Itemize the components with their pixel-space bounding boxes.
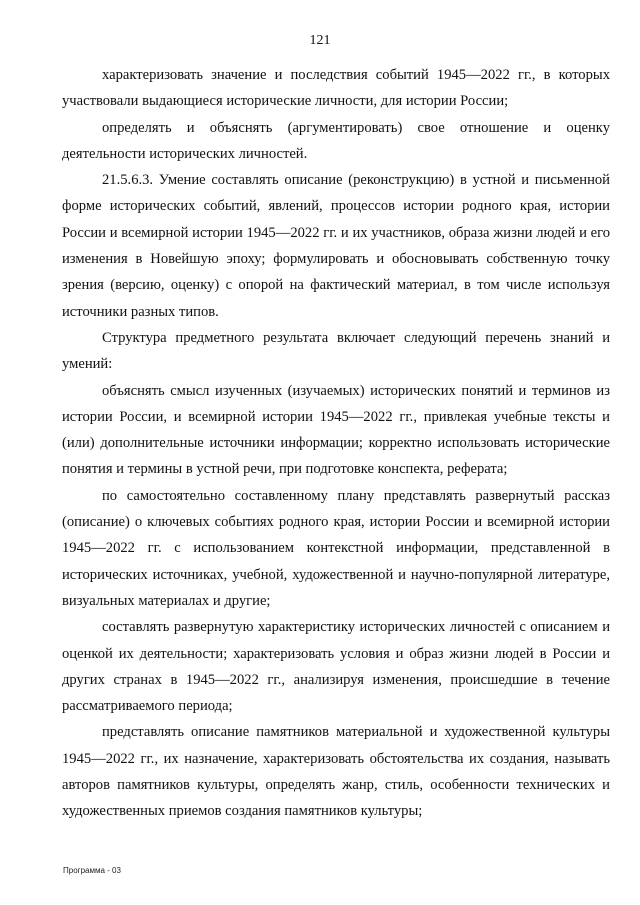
- paragraph-explain-terms: объяснять смысл изученных (изучаемых) исторических понятий и терминов из истории России, и всемирной истории 1945—2022 гг., привлекая учебные тексты и (или) дополнительные источники информации; корректно использовать исторические понятия и термины в устной речи, при подготовке конспекта, реферата;: [62, 382, 610, 478]
- paragraph-personality-characteristics: составлять развернутую характеристику исторических личностей с описанием и оценкой их деятельности; характеризовать условия и образ жизни людей в России и других странах в 1945—2022 гг., анализируя изменения, происшедшие в течение рассматриваемого периода;: [62, 619, 610, 715]
- document-body: [62, 62, 610, 825]
- paragraph-narrative-plan: по самостоятельно составленному плану представлять развернутый рассказ (описание) о ключевых событиях родного края, истории России и всемирной истории 1945—2022 гг. с использованием контекстной информации, представленной в исторических источниках, учебной, художественной и научно-популярной литературе, визуальных материалах и другие;: [62, 487, 610, 609]
- paragraph-section-21-5-6-3: 21.5.6.3. Умение составлять описание (реконструкцию) в устной и письменной форме исторических событий, явлений, процессов истории родного края, истории России и всемирной истории 1945—2022 гг. и их участников, образа жизни людей и его изменения в Новейшую эпоху; формулировать и обосновывать собственную точку зрения (версию, оценку) с опорой на фактический материал, в том числе используя источники разных типов.: [62, 172, 610, 320]
- page-number: 121: [309, 33, 331, 48]
- page-footer: Программа - 03: [63, 866, 121, 875]
- paragraph-historical-figures-significance: характеризовать значение и последствия событий 1945—2022 гг., в которых участвовали выдающиеся исторические личности, для истории России;: [62, 67, 610, 110]
- paragraph-attitude-assessment: определять и объяснять (аргументировать) свое отношение и оценку деятельности исторических личностей.: [62, 119, 610, 162]
- paragraph-cultural-monuments: представлять описание памятников материальной и художественной культуры 1945—2022 гг., их назначение, характеризовать обстоятельства их создания, называть авторов памятников культуры, определять жанр, стиль, особенности технических и художественных приемов создания памятников культуры;: [62, 724, 610, 820]
- paragraph-structure-intro: Структура предметного результата включает следующий перечень знаний и умений:: [62, 329, 610, 373]
